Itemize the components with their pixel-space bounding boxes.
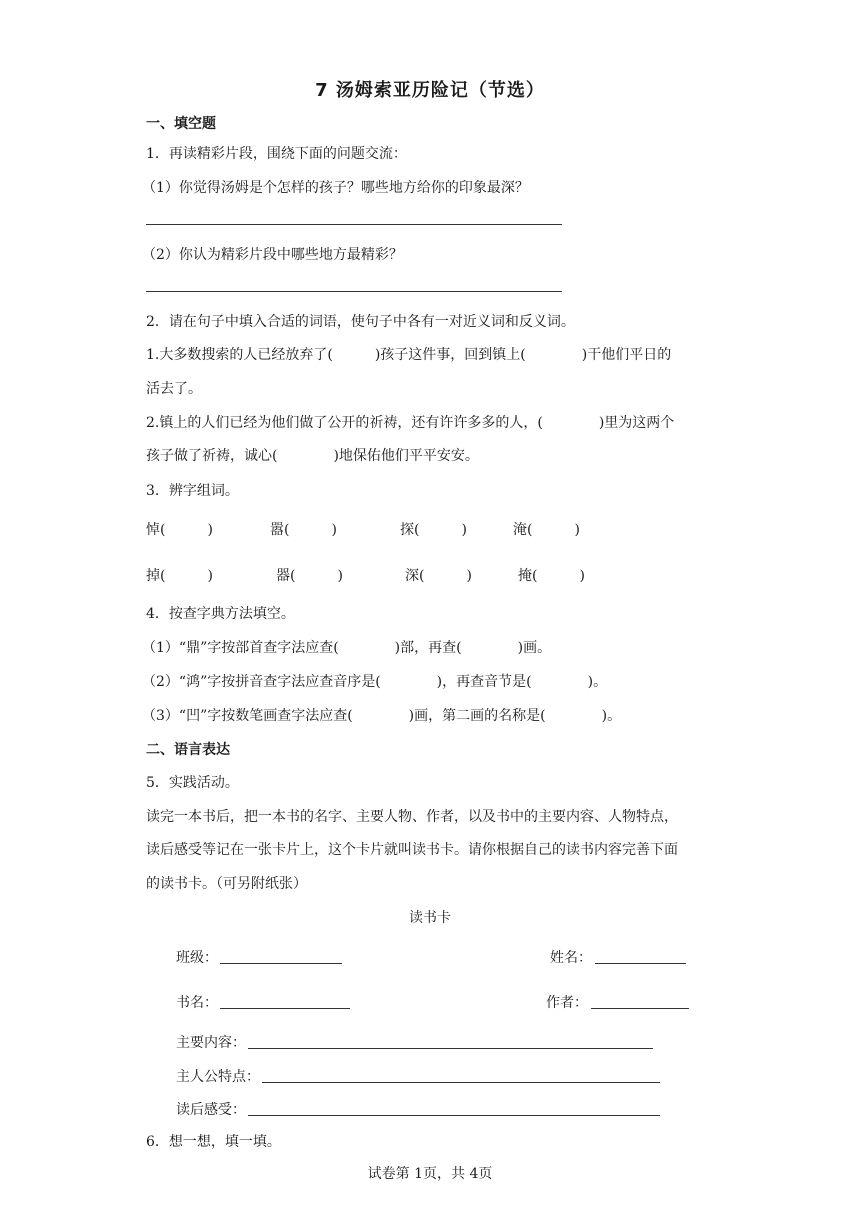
char-blank-r1-4[interactable]: 淹( ): [513, 522, 580, 538]
card-name-field[interactable]: [595, 963, 686, 964]
answer-line-1-2[interactable]: [146, 291, 562, 292]
answer-line-1-1[interactable]: [146, 224, 562, 225]
card-author-label: 作者：: [546, 995, 588, 1011]
question-2-sentence-2-line-2: 孩子做了祈祷，诚心( )地保佑他们平平安安。: [146, 448, 479, 464]
card-class-field[interactable]: [220, 963, 342, 964]
card-class-label: 班级：: [176, 950, 218, 966]
question-2-sentence-2-line-1: 2.镇上的人们已经为他们做了公开的祈祷，还有许许多多的人，( )里为这两个: [146, 415, 675, 431]
question-4-sub-1: （1）“鼎”字按部首查字法应查( )部，再查( )画。: [142, 640, 552, 656]
char-blank-r2-2[interactable]: 器( ): [276, 568, 343, 584]
char-blank-r2-3[interactable]: 深( ): [405, 568, 472, 584]
question-2-sentence-1-line-1: 1.大多数搜索的人已经放弃了( )孩子这件事，回到镇上( )干他们平日的: [146, 347, 672, 363]
question-5-stem: 5．实践活动。: [146, 775, 239, 791]
card-feelings-label: 读后感受：: [176, 1102, 246, 1118]
section-fill-in-heading: 一、填空题: [146, 116, 216, 132]
card-author-field[interactable]: [591, 1008, 689, 1009]
page-title: 7 汤姆索亚历险记（节选）: [315, 80, 545, 101]
card-feelings-field[interactable]: [248, 1115, 660, 1116]
card-book-label: 书名：: [176, 995, 218, 1011]
question-3-stem: 3．辨字组词。: [146, 483, 239, 499]
card-traits-field[interactable]: [262, 1082, 660, 1083]
card-book-field[interactable]: [220, 1008, 350, 1009]
question-1-sub-1: （1）你觉得汤姆是个怎样的孩子？哪些地方给你的印象最深？: [142, 180, 529, 196]
question-5-para-line-2: 读后感受等记在一张卡片上，这个卡片就叫读书卡。请你根据自己的读书内容完善下面: [146, 842, 678, 858]
card-content-label: 主要内容：: [176, 1035, 246, 1051]
reading-card-title: 读书卡: [409, 910, 451, 926]
question-4-sub-3: （3）“凹”字按数笔画查字法应查( )画，第二画的名称是( )。: [142, 708, 622, 724]
card-traits-label: 主人公特点：: [176, 1069, 260, 1085]
question-5-para-line-1: 读完一本书后，把一本书的名字、主要人物、作者，以及书中的主要内容、人物特点，: [146, 809, 678, 825]
card-name-label: 姓名：: [550, 950, 592, 966]
char-blank-r1-1[interactable]: 悼( ): [146, 522, 213, 538]
question-1-sub-2: （2）你认为精彩片段中哪些地方最精彩？: [142, 247, 403, 263]
section-language-heading: 二、语言表达: [146, 742, 230, 758]
char-blank-r2-4[interactable]: 掩( ): [518, 568, 585, 584]
question-1-stem: 1．再读精彩片段，围绕下面的问题交流：: [146, 146, 407, 162]
page-footer: 试卷第 1页，共 4页: [367, 1166, 493, 1182]
char-blank-r1-3[interactable]: 探( ): [400, 522, 467, 538]
question-2-sentence-1-line-2: 活去了。: [146, 381, 202, 397]
question-4-sub-2: （2）“鸿”字按拼音查字法应查音序是( )，再查音节是( )。: [142, 674, 608, 690]
char-blank-r2-1[interactable]: 掉( ): [146, 568, 213, 584]
question-6-stem: 6．想一想，填一填。: [146, 1134, 281, 1150]
question-2-stem: 2．请在句子中填入合适的词语，使句子中各有一对近义词和反义词。: [146, 314, 575, 330]
question-5-para-line-3: 的读书卡。（可另附纸张）: [146, 876, 307, 892]
card-content-field[interactable]: [248, 1048, 653, 1049]
char-blank-r1-2[interactable]: 嚣( ): [270, 522, 337, 538]
question-4-stem: 4．按查字典方法填空。: [146, 606, 295, 622]
